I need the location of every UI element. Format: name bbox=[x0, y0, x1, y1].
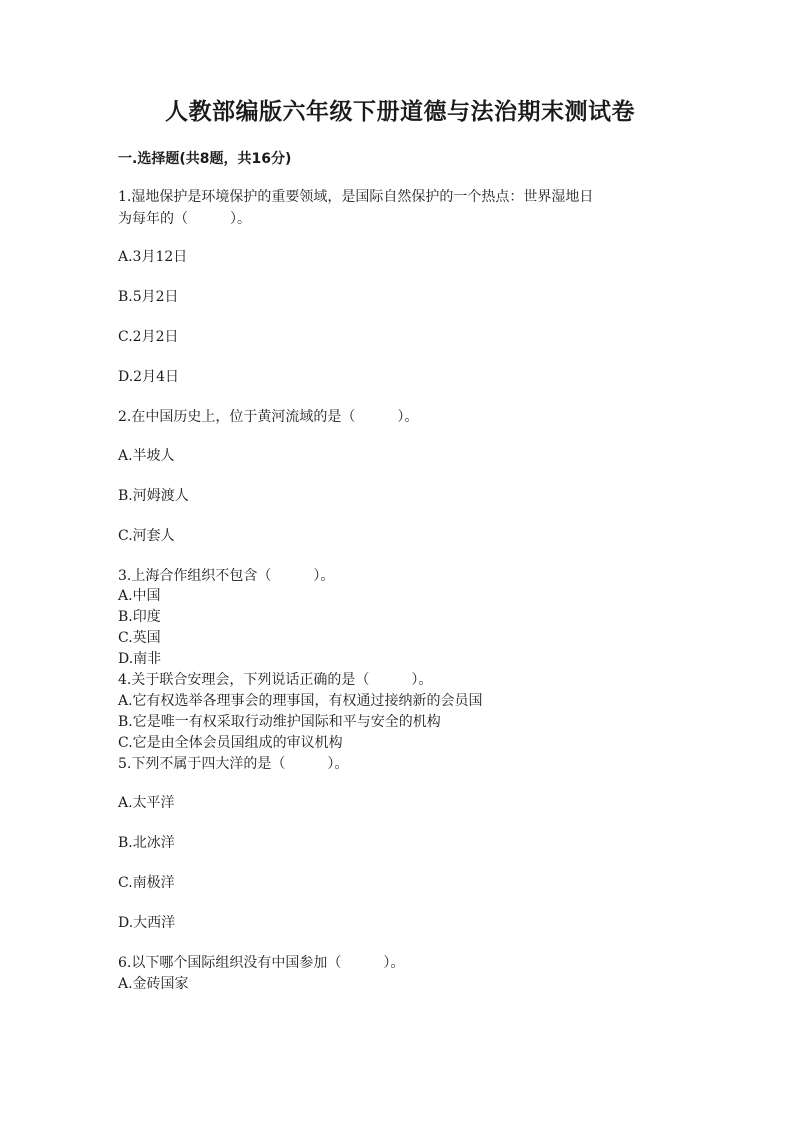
question-1-option-a: A.3月12日 bbox=[118, 249, 188, 265]
question-1-stem-line-2: 为每年的（ ）。 bbox=[118, 211, 251, 227]
question-5-option-c: C.南极洋 bbox=[118, 875, 175, 891]
question-3-option-d: D.南非 bbox=[118, 651, 162, 667]
question-2-option-c: C.河套人 bbox=[118, 528, 175, 544]
question-1-option-b: B.5月2日 bbox=[118, 289, 179, 305]
question-3-option-c: C.英国 bbox=[118, 630, 161, 646]
question-5-stem: 5.下列不属于四大洋的是（ ）。 bbox=[118, 756, 349, 772]
section-heading: 一.选择题(共8题，共16分) bbox=[118, 151, 292, 167]
question-6-stem: 6.以下哪个国际组织没有中国参加（ ）。 bbox=[118, 955, 405, 971]
question-5-option-d: D.大西洋 bbox=[118, 915, 176, 931]
question-3-option-b: B.印度 bbox=[118, 609, 161, 625]
question-2-option-b: B.河姆渡人 bbox=[118, 488, 189, 504]
question-3-option-a: A.中国 bbox=[118, 588, 161, 604]
question-4-stem: 4.关于联合安理会，下列说话正确的是（ ）。 bbox=[118, 672, 433, 688]
question-1-option-d: D.2月4日 bbox=[118, 369, 179, 385]
question-2-stem: 2.在中国历史上，位于黄河流域的是（ ）。 bbox=[118, 409, 419, 425]
question-6-option-a: A.金砖国家 bbox=[118, 976, 189, 992]
question-5-option-a: A.太平洋 bbox=[118, 795, 175, 811]
question-4-option-b: B.它是唯一有权采取行动维护国际和平与安全的机构 bbox=[118, 714, 441, 730]
question-2-option-a: A.半坡人 bbox=[118, 448, 175, 464]
question-3-stem: 3.上海合作组织不包含（ ）。 bbox=[118, 568, 335, 584]
question-1-stem-line-1: 1.湿地保护是环境保护的重要领域，是国际自然保护的一个热点：世界湿地日 bbox=[118, 189, 594, 205]
question-5-option-b: B.北冰洋 bbox=[118, 835, 175, 851]
question-1-option-c: C.2月2日 bbox=[118, 329, 179, 345]
document-title: 人教部编版六年级下册道德与法治期末测试卷 bbox=[165, 99, 635, 125]
question-4-option-a: A.它有权选举各理事会的理事国，有权通过接纳新的会员国 bbox=[118, 693, 483, 709]
question-4-option-c: C.它是由全体会员国组成的审议机构 bbox=[118, 735, 343, 751]
